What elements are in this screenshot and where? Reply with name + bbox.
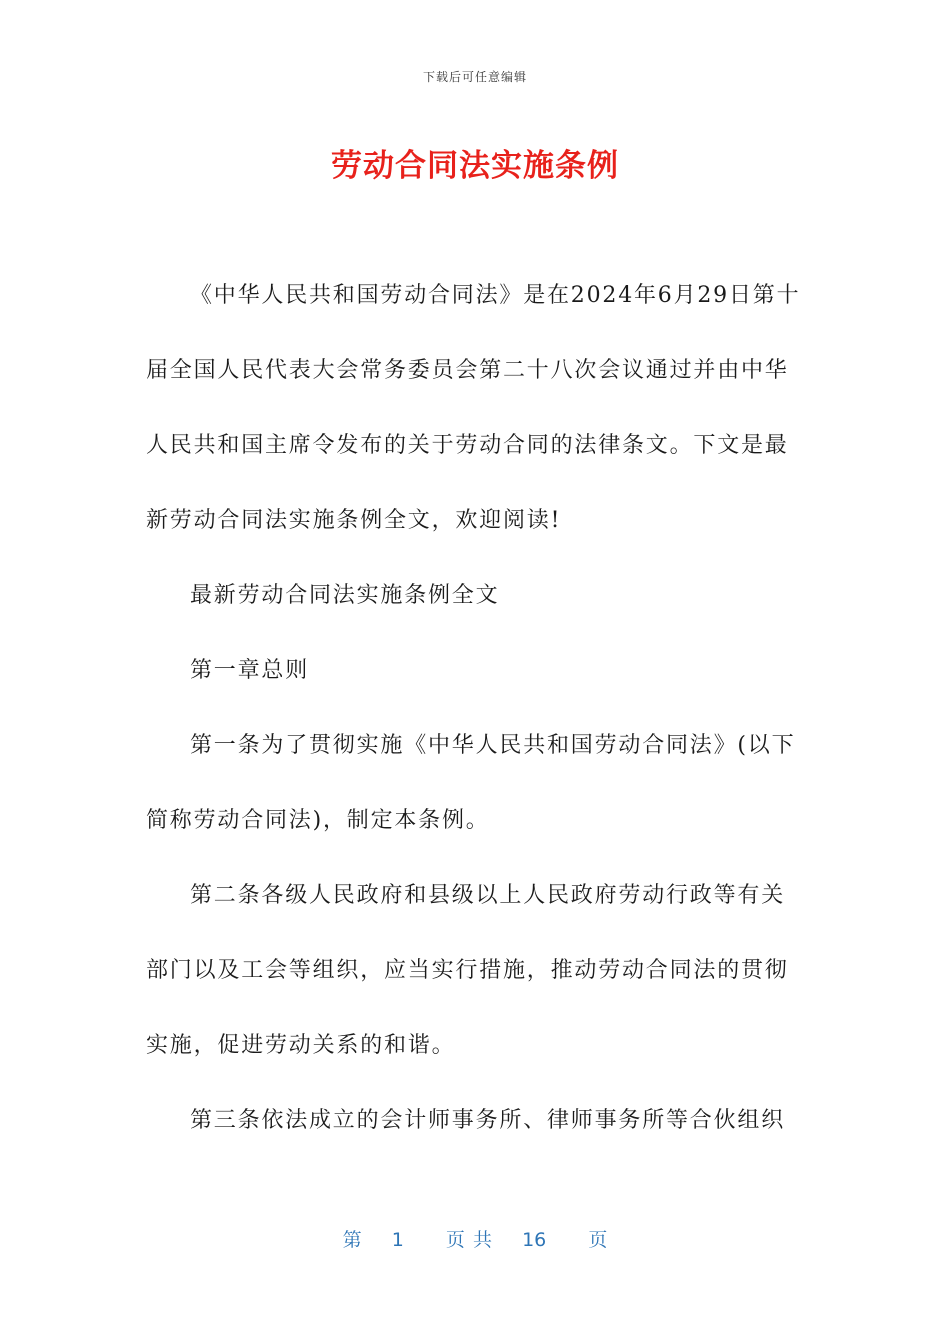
document-title: 劳动合同法实施条例 xyxy=(331,148,619,184)
paragraph-intro: 《中华人民共和国劳动合同法》是在2024年6月29日第十届全国人民代表大会常务委员会第二十八次会议通过并由中华人民共和国主席令发布的关于劳动合同的法律条文。下文是最新劳动合同法实施条例全文，欢迎阅读! xyxy=(146,283,801,533)
footer-suffix: 页 xyxy=(588,1229,608,1251)
footer-current-page: 1 xyxy=(391,1229,404,1251)
footer-total-pages: 16 xyxy=(522,1229,547,1251)
document-body xyxy=(146,258,806,1158)
page-header-note: 下载后可任意编辑 xyxy=(422,70,527,84)
paragraph-article-3: 第三条依法成立的会计师事务所、律师事务所等合伙组织 xyxy=(190,1108,786,1133)
paragraph-article-1: 第一条为了贯彻实施《中华人民共和国劳动合同法》(以下简称劳动合同法)，制定本条例。 xyxy=(146,733,796,833)
footer-middle: 页 共 xyxy=(445,1229,492,1251)
paragraph-article-2: 第二条各级人民政府和县级以上人民政府劳动行政等有关部门以及工会等组织，应当实行措施，推动劳动合同法的贯彻实施，促进劳动关系的和谐。 xyxy=(146,883,789,1058)
paragraph-chapter-heading: 第一章总则 xyxy=(190,658,310,683)
footer-prefix: 第 xyxy=(342,1229,362,1251)
page-footer xyxy=(0,1225,950,1252)
paragraph-section-heading: 最新劳动合同法实施条例全文 xyxy=(190,583,500,608)
